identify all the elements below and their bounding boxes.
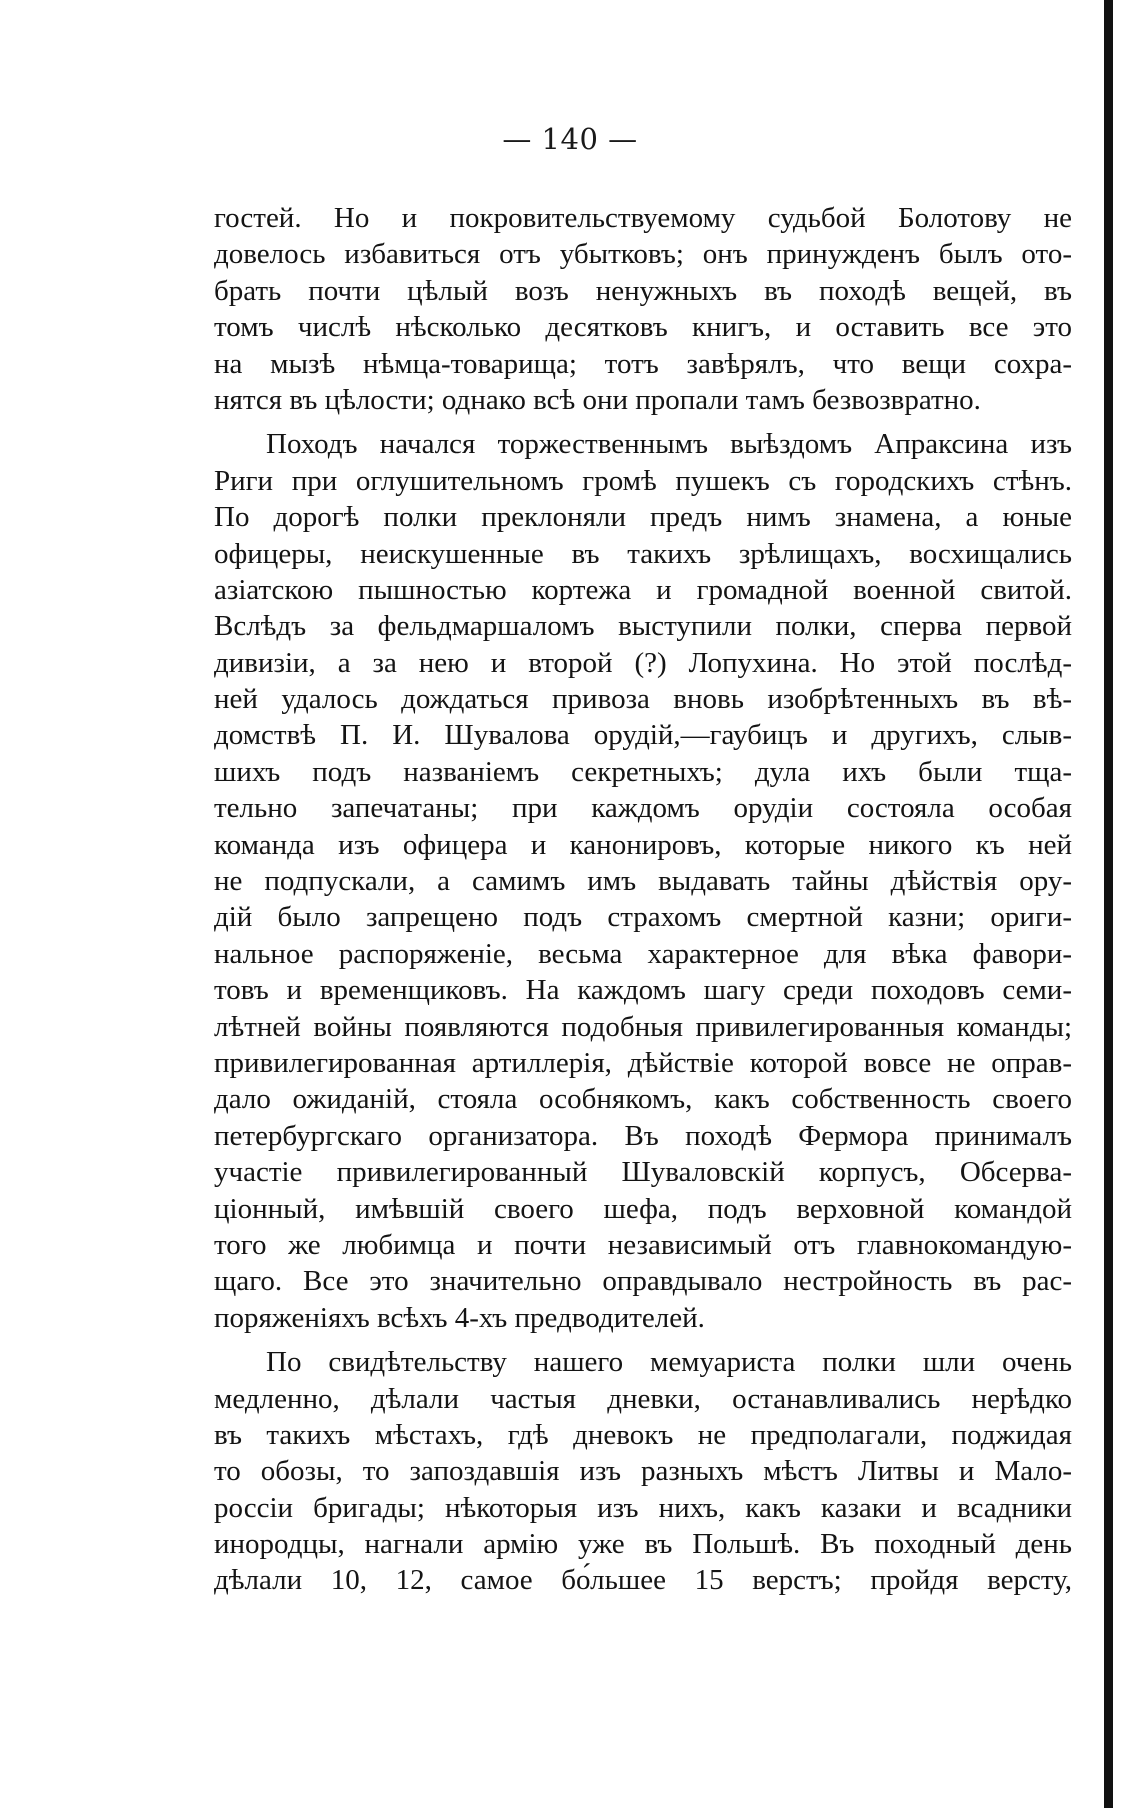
paragraph-gap (214, 418, 1072, 426)
text-line: томъ числѣ нѣсколько десятковъ книгъ, и оставить все это (214, 311, 1072, 344)
text-line: то обозы, то запоздавшія изъ разныхъ мѣстъ Литвы и Мало- (214, 1455, 1072, 1488)
text-line: азіатскою пышностью кортежа и громадной военной свитой. (214, 573, 1072, 606)
text-line: инородцы, нагнали армію уже въ Польшѣ. Въ походный день (214, 1528, 1072, 1561)
text-line: петербургскаго организатора. Въ походѣ Фермора принималъ (214, 1119, 1072, 1152)
body-text (214, 200, 1072, 1599)
text-line: на мызѣ нѣмца-товарища; тотъ завѣрялъ, что вещи сохра- (214, 347, 1072, 380)
text-line: шихъ подъ названіемъ секретныхъ; дула ихъ были тща- (214, 755, 1072, 788)
text-line: того же любимца и почти независимый отъ главнокомандую- (214, 1228, 1072, 1261)
text-line: въ такихъ мѣстахъ, гдѣ дневокъ не предполагали, поджидая (214, 1418, 1072, 1451)
text-line: офицеры, неискушенные въ такихъ зрѣлищахъ, восхищались (214, 537, 1072, 570)
text-line: По свидѣтельству нашего мемуариста полки шли очень (266, 1346, 1072, 1379)
text-line: нальное распоряженіе, весьма характерное для вѣка фавори- (214, 937, 1072, 970)
text-line: дало ожиданій, стояла особнякомъ, какъ собственность своего (214, 1083, 1072, 1116)
text-line: брать почти цѣлый возъ ненужныхъ въ походѣ вещей, въ (214, 274, 1072, 307)
text-line: дѣлали 10, 12, самое бо́льшее 15 верстъ; пройдя версту, (214, 1564, 1072, 1597)
text-line: поряженіяхъ всѣхъ 4-хъ предводителей. (214, 1301, 705, 1334)
paragraph-gap (214, 1336, 1072, 1344)
text-line: Вслѣдъ за фельдмаршаломъ выступили полки, сперва первой (214, 610, 1072, 643)
text-line: ціонный, имѣвшій своего шефа, подъ верховной командой (214, 1192, 1072, 1225)
text-line: нятся въ цѣлости; однако всѣ они пропали тамъ безвозвратно. (214, 383, 981, 416)
text-line: не подпускали, а самимъ имъ выдавать тайны дѣйствія ору- (214, 865, 1072, 898)
text-line: щаго. Все это значительно оправдывало нестройность въ рас- (214, 1265, 1072, 1298)
text-line: ней удалось дождаться привоза вновь изобрѣтенныхъ въ вѣ- (214, 683, 1072, 716)
text-line: По дорогѣ полки преклоняли предъ нимъ знамена, а юные (214, 501, 1072, 534)
page-edge-border (1104, 0, 1113, 1808)
text-line: довелось избавиться отъ убытковъ; онъ принужденъ былъ ото- (214, 238, 1072, 271)
text-line: медленно, дѣлали частыя дневки, останавливались нерѣдко (214, 1382, 1072, 1415)
text-line: дивизіи, а за нею и второй (?) Лопухина. Но этой послѣд- (214, 646, 1072, 679)
text-line: товъ и временщиковъ. На каждомъ шагу среди походовъ семи- (214, 974, 1072, 1007)
text-line: участіе привилегированный Шуваловскій корпусъ, Обсерва- (214, 1156, 1072, 1189)
text-line: россіи бригады; нѣкоторыя изъ нихъ, какъ казаки и всадники (214, 1491, 1072, 1524)
text-line: команда изъ офицера и канонировъ, которые никого къ ней (214, 828, 1072, 861)
text-line: домствѣ П. И. Шувалова орудій,—гаубицъ и другихъ, слыв- (214, 719, 1072, 752)
text-line: тельно запечатаны; при каждомъ орудіи состояла особая (214, 792, 1072, 825)
text-line: Походъ начался торжественнымъ выѣздомъ Апраксина изъ (266, 428, 1072, 461)
text-line: дій было запрещено подъ страхомъ смертной казни; ориги- (214, 901, 1072, 934)
text-line: лѣтней войны появляются подобныя привилегированныя команды; (214, 1010, 1072, 1043)
text-line: Риги при оглушительномъ громѣ пушекъ съ городскихъ стѣнъ. (214, 464, 1072, 497)
text-line: гостей. Но и покровительствуемому судьбой Болотову не (214, 202, 1072, 234)
text-line: привилегированная артиллерія, дѣйствіе которой вовсе не оправ- (214, 1046, 1072, 1079)
page-number: — 140 — (502, 122, 638, 156)
